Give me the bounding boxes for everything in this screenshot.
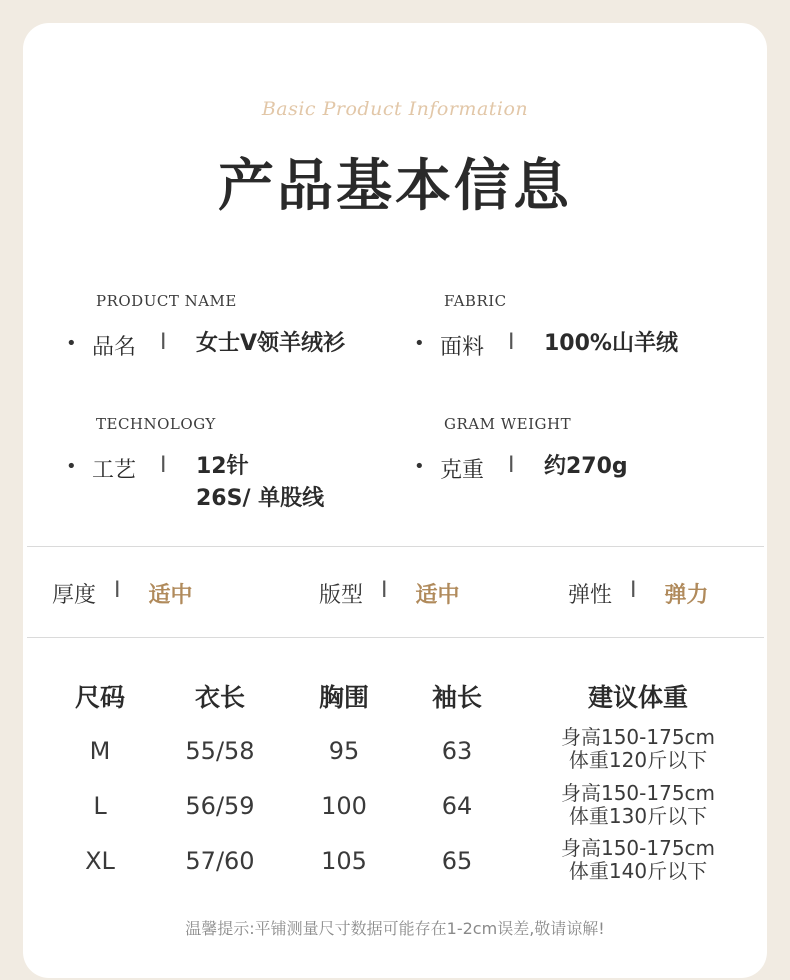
attribute-key: 弹性 xyxy=(568,583,613,608)
table-cell-weight: 体重130斤以下 xyxy=(568,804,708,828)
attribute-value: 弹力 xyxy=(664,583,709,608)
script-subtitle: Basic Product Information xyxy=(261,98,529,120)
spec-value: 约270g xyxy=(544,454,628,479)
spec-en-label-gram-weight: GRAM WEIGHT xyxy=(444,415,572,433)
table-header-sleeve: 袖长 xyxy=(431,683,483,712)
spec-separator: I xyxy=(160,330,167,355)
spec-fabric xyxy=(414,330,678,361)
attribute-separator: I xyxy=(381,578,388,603)
table-header-chest: 胸围 xyxy=(318,683,370,712)
table-cell-chest: 100 xyxy=(321,792,367,820)
spec-product-name xyxy=(66,330,345,361)
attribute-value: 适中 xyxy=(148,583,193,608)
table-cell-weight: 体重140斤以下 xyxy=(568,859,708,883)
table-cell-length: 57/60 xyxy=(185,847,255,875)
bullet-icon: • xyxy=(414,456,425,477)
spec-key: 克重 xyxy=(440,458,485,483)
table-cell-chest: 95 xyxy=(328,737,360,765)
attribute-key: 版型 xyxy=(319,583,364,608)
attribute-elasticity xyxy=(568,578,709,609)
table-cell-length: 56/59 xyxy=(185,792,255,820)
table-cell-size: XL xyxy=(85,847,115,875)
table-header-size: 尺码 xyxy=(74,683,126,712)
table-cell-length: 55/58 xyxy=(185,737,255,765)
divider xyxy=(27,546,764,547)
spec-technology xyxy=(66,453,324,515)
table-cell-sleeve: 65 xyxy=(441,847,473,875)
page-title: 产品基本信息 xyxy=(218,154,572,219)
spec-value xyxy=(196,451,324,515)
spec-en-label-product-name: PRODUCT NAME xyxy=(96,292,237,310)
spec-key: 工艺 xyxy=(92,458,137,483)
spec-separator: I xyxy=(160,453,167,478)
table-header-length: 衣长 xyxy=(194,683,246,712)
bullet-icon: • xyxy=(66,456,77,477)
spec-key: 品名 xyxy=(92,335,137,360)
table-cell-height: 身高150-175cm xyxy=(560,725,716,749)
bullet-icon: • xyxy=(66,333,77,354)
table-cell-size: M xyxy=(89,737,111,765)
attribute-value: 适中 xyxy=(415,583,460,608)
table-cell-size: L xyxy=(93,792,107,820)
spec-separator: I xyxy=(508,330,515,355)
measurement-note: 温馨提示:平铺测量尺寸数据可能存在1-2cm误差,敬请谅解! xyxy=(185,919,605,938)
table-cell-recommendation xyxy=(561,837,715,883)
table-cell-chest: 105 xyxy=(321,847,367,875)
spec-value-line1: 12针 xyxy=(196,454,249,479)
table-header-weight: 建议体重 xyxy=(587,683,689,712)
divider xyxy=(27,637,764,638)
spec-en-label-fabric: FABRIC xyxy=(444,292,507,310)
spec-value: 100%山羊绒 xyxy=(544,331,678,356)
spec-key: 面料 xyxy=(440,335,485,360)
table-cell-weight: 体重120斤以下 xyxy=(568,748,708,772)
table-cell-recommendation xyxy=(561,726,715,772)
spec-en-label-technology: TECHNOLOGY xyxy=(96,415,216,433)
attribute-separator: I xyxy=(630,578,637,603)
bullet-icon: • xyxy=(414,333,425,354)
table-cell-sleeve: 64 xyxy=(441,792,473,820)
attribute-separator: I xyxy=(114,578,121,603)
attribute-key: 厚度 xyxy=(52,583,97,608)
attribute-fit xyxy=(319,578,460,609)
table-cell-recommendation xyxy=(561,782,715,828)
spec-value: 女士V领羊绒衫 xyxy=(196,331,346,356)
spec-separator: I xyxy=(508,453,515,478)
table-cell-height: 身高150-175cm xyxy=(560,836,716,860)
table-cell-sleeve: 63 xyxy=(441,737,473,765)
spec-gram-weight xyxy=(414,453,628,484)
attribute-thickness xyxy=(52,578,193,609)
table-cell-height: 身高150-175cm xyxy=(560,781,716,805)
spec-value-line2: 26S/ 单股线 xyxy=(196,486,325,511)
